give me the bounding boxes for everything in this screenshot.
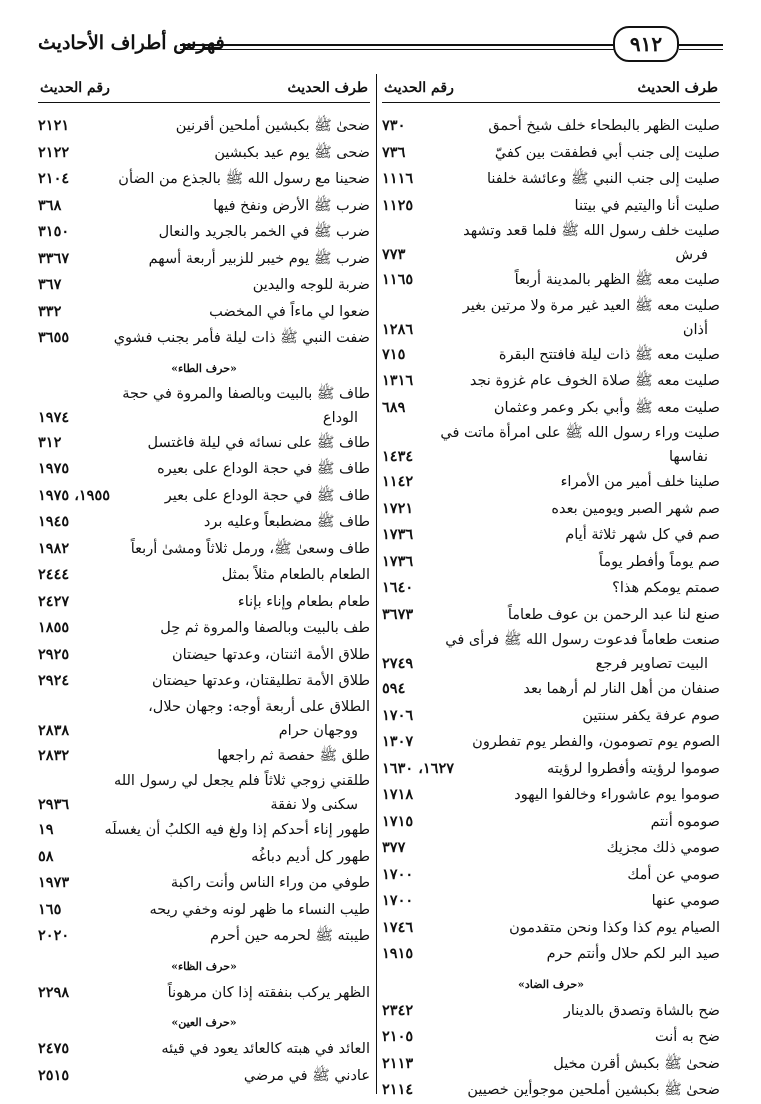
- hadith-text: طلاق الأمة اثنتان، وعدتها حيضتان: [171, 646, 370, 663]
- hadith-text: صليت الظهر بالبطحاء خلف شيخ أحمق: [488, 118, 720, 134]
- hadith-text: طيب النساء ما ظهر لونه وخفي ريحه: [149, 901, 370, 918]
- hadith-text: صومي عنها: [651, 893, 720, 909]
- index-entry: [382, 395, 720, 422]
- index-entry: [382, 522, 720, 549]
- hadith-text: طلق ﷺ حفصة ثم راجعها: [217, 747, 370, 764]
- hadith-number: ١٦٤٠: [382, 579, 414, 596]
- hadith-number: ٢١٠٥: [382, 1028, 414, 1045]
- section-heading: «حرف الطاء»: [171, 361, 237, 375]
- index-entry: [38, 817, 370, 844]
- index-entry: [38, 272, 370, 299]
- index-entry: [38, 668, 370, 695]
- index-entry: [38, 430, 370, 457]
- hadith-number: ١٧٢١: [382, 499, 414, 517]
- hadith-text: طيبته ﷺ لحرمه حين أحرم: [209, 928, 370, 944]
- hadith-text: ضحىٰ ﷺ بكبشين أملحين موجوأين خصيين: [467, 1082, 720, 1098]
- index-entry: [382, 862, 720, 889]
- hadith-text: الطلاق على أربعة أوجه: وجهان حلال،: [148, 698, 370, 715]
- index-entry: [38, 299, 370, 326]
- hadith-text: صوموه أنتم: [650, 813, 720, 830]
- column-header-number: رقم الحديث: [384, 80, 454, 96]
- hadith-text: طلقني زوجي ثلاثاً فلم يجعل لي رسول الله: [113, 773, 370, 789]
- header-rule-right: [679, 44, 723, 50]
- hadith-number: ٢٠٢٠: [38, 927, 70, 944]
- hadith-number: ١١٦٥: [382, 271, 414, 288]
- hadith-number: ٢٤٧٥: [38, 1040, 70, 1057]
- hadith-text: صمتم يومكم هذا؟: [612, 580, 720, 596]
- column-header-number: رقم الحديث: [40, 80, 110, 96]
- hadith-text: عادني ﷺ في مرضي: [243, 1067, 370, 1084]
- index-entry: [382, 703, 720, 730]
- hadith-number: ٣٣٦٧: [38, 249, 70, 267]
- index-entry: [382, 575, 720, 602]
- page-number: ٩١٢: [613, 26, 679, 62]
- hadith-text: صيد البر لكم حلال وأنتم حرم: [546, 946, 720, 962]
- hadith-number: ٢٩٢٥: [38, 645, 70, 663]
- hadith-number: ٢٣٤٢: [382, 1001, 414, 1019]
- hadith-number: ٣٦٧: [38, 276, 62, 293]
- hadith-number: ٦٨٩: [382, 398, 406, 416]
- index-entry: [382, 421, 720, 469]
- index-entry: [382, 368, 720, 395]
- hadith-text: صومي ذلك مجزيك: [606, 840, 720, 856]
- hadith-text: صم يوماً وأفطر يوماً: [598, 553, 720, 570]
- index-entry: [382, 113, 720, 140]
- hadith-number: ٢٩٣٦: [38, 796, 70, 813]
- hadith-number: ٢٤٢٧: [38, 592, 70, 610]
- hadith-number: ١٩٧٥: [38, 460, 70, 477]
- hadith-text: صليت إلى جنب النبي ﷺ وعائشة خلفنا: [487, 171, 720, 187]
- hadith-number: ١٧١٨: [382, 786, 414, 803]
- index-entry: [38, 562, 370, 589]
- index-entry: [382, 496, 720, 523]
- hadith-text: صنفان من أهل النار لم أرهما بعد: [523, 681, 720, 697]
- hadith-number: ٣٦٨: [38, 196, 62, 214]
- index-entry: [382, 809, 720, 836]
- index-entry: [382, 676, 720, 703]
- index-entry: [382, 1077, 720, 1104]
- hadith-text: صوموا لرؤيته وأفطروا لرؤيته: [546, 760, 720, 777]
- index-entry: [38, 589, 370, 616]
- hadith-text: ضحىٰ ﷺ بكبشين أملحين أقرنين: [175, 118, 370, 134]
- hadith-number: ١٤٣٤: [382, 448, 414, 465]
- section-heading: «حرف الظاء»: [171, 959, 237, 973]
- index-entry: [382, 729, 720, 756]
- index-entry: [38, 113, 370, 140]
- index-entry: [38, 870, 370, 897]
- hadith-number: ١١١٦: [382, 170, 414, 187]
- hadith-text: صلينا خلف أمير من الأمراء: [560, 474, 720, 490]
- hadith-text: العائد في هبته كالعائد يعود في قيئه: [161, 1041, 370, 1057]
- hadith-text: صليت معه ﷺ الظهر بالمدينة أربعاً: [514, 272, 720, 288]
- column-header-text: طرف الحديث: [637, 80, 718, 96]
- hadith-number: ١٩٥٥، ١٩٧٥: [38, 486, 111, 504]
- hadith-text-continuation: الوداع: [322, 409, 358, 426]
- hadith-number: ٢٨٣٢: [38, 746, 70, 764]
- hadith-text: صليت إلى جنب أبي فطفقت بين كفيّ: [494, 144, 720, 161]
- header-rule: [180, 44, 621, 50]
- hadith-text: صنعت طعاماً فدعوت رسول الله ﷺ فرأى في: [445, 632, 720, 648]
- hadith-number: ٢٧٤٩: [382, 655, 414, 672]
- index-entry: [382, 469, 720, 496]
- hadith-text: صومي عن أمك: [627, 866, 720, 883]
- hadith-text: ضفت النبي ﷺ ذات ليلة فأمر بجنب فشوي: [113, 330, 370, 346]
- hadith-text: طلاق الأمة تطليقتان، وعدتها حيضتان: [151, 673, 370, 689]
- hadith-number: ٢١٢٢: [38, 143, 70, 161]
- hadith-text: صليت معه ﷺ وأبي بكر وعمر وعثمان: [493, 399, 720, 416]
- hadith-number: ١٧٣٦: [382, 552, 414, 570]
- hadith-text: ضح به أنت: [654, 1029, 720, 1045]
- index-entry: [382, 782, 720, 809]
- hadith-number: ١٢٨٦: [382, 320, 414, 338]
- index-entry: [38, 897, 370, 924]
- hadith-number: ٢١٢١: [38, 117, 70, 134]
- hadith-text: ضربة للوجه واليدين: [252, 277, 370, 293]
- hadith-number: ٢٢٩٨: [38, 983, 70, 1001]
- index-entry: [382, 915, 720, 942]
- index-entry: [38, 325, 370, 352]
- index-entry: [38, 769, 370, 817]
- hadith-text-continuation: نفاسها: [668, 449, 708, 465]
- hadith-text: صليت خلف رسول الله ﷺ فلما قعد وتشهد: [463, 223, 720, 239]
- hadith-number: ١٧٤٦: [382, 918, 414, 936]
- hadith-number: ٣٣٢: [38, 302, 62, 320]
- index-entry: [38, 743, 370, 770]
- hadith-text-continuation: البيت تصاوير فرجع: [595, 656, 708, 672]
- hadith-number: ١٨٥٥: [38, 619, 70, 636]
- hadith-text: طاف ﷺ مضطبعاً وعليه برد: [203, 514, 370, 530]
- hadith-text: صنع لنا عبد الرحمن بن عوف طعاماً: [507, 606, 720, 623]
- hadith-number: ١٧٣٦: [382, 526, 414, 543]
- hadith-text: صليت معه ﷺ العيد غير مرة ولا مرتين بغير: [462, 297, 720, 314]
- index-entry: [382, 756, 720, 783]
- right-column: [382, 74, 720, 1098]
- index-entry: [38, 615, 370, 642]
- index-entry: [38, 509, 370, 536]
- index-entry: [382, 1024, 720, 1051]
- hadith-text: طف بالبيت وبالصفا والمروة ثم حِل: [160, 620, 370, 636]
- hadith-number: ٧٧٣: [382, 246, 406, 263]
- hadith-number: ٧٣٦: [382, 143, 406, 161]
- index-entry: [382, 835, 720, 862]
- index-entry: [38, 695, 370, 743]
- hadith-text: صم في كل شهر ثلاثة أيام: [565, 527, 720, 543]
- index-entry: [382, 193, 720, 220]
- hadith-number: ٢٩٢٤: [38, 672, 70, 689]
- hadith-number: ٥٩٤: [382, 680, 406, 697]
- index-list: [382, 113, 720, 1104]
- index-entry: [38, 1063, 370, 1090]
- hadith-text: ضحى ﷺ يوم عيد بكبشين: [214, 144, 370, 161]
- hadith-number: ٣٦٥٥: [38, 329, 70, 346]
- hadith-text-continuation: سكنى ولا نفقة: [270, 797, 358, 813]
- hadith-text-continuation: فرش: [675, 247, 708, 263]
- hadith-text: الصيام يوم كذا وكذا ونحن متقدمون: [509, 919, 720, 936]
- index-entry: [382, 294, 720, 342]
- index-entry: [382, 628, 720, 676]
- index-entry: [382, 342, 720, 369]
- index-entry: [38, 483, 370, 510]
- hadith-text: طاف ﷺ في حجة الوداع على بعير: [164, 487, 370, 504]
- hadith-text: طاف وسعىٰ ﷺ، ورمل ثلاثاً ومشىٰ أربعاً: [130, 540, 370, 557]
- hadith-text: طوفي من وراء الناس وأنت راكبة: [170, 875, 370, 891]
- hadith-text: طاف ﷺ في حجة الوداع على بعيره: [157, 461, 370, 477]
- hadith-number: ١٧١٥: [382, 812, 414, 830]
- hadith-text: طاف ﷺ بالبيت وبالصفا والمروة في حجة: [122, 385, 370, 402]
- hadith-number: ١٩: [38, 821, 54, 838]
- hadith-number: ١٧٠٦: [382, 706, 414, 724]
- index-entry: [38, 923, 370, 950]
- hadith-text: طعام بطعام وإناء بإناء: [237, 593, 370, 610]
- hadith-number: ٣٦٧٣: [382, 605, 414, 623]
- hadith-number: ١٩٤٥: [38, 513, 70, 530]
- page-header: [20, 28, 741, 68]
- hadith-number: ٢٨٣٨: [38, 721, 70, 739]
- hadith-text: طهور إناء أحدكم إذا ولغ فيه الكلبُ أن يغسلَه: [104, 822, 370, 838]
- hadith-number: ٧٣٠: [382, 117, 406, 134]
- index-entry: [382, 549, 720, 576]
- hadith-text: طهور كل أديم دباغُه: [251, 848, 370, 865]
- hadith-text: ضرب ﷺ يوم خيبر للزبير أربعة أسهم: [148, 250, 370, 267]
- hadith-number: ١٣١٦: [382, 372, 414, 389]
- hadith-text: الصوم يوم تصومون، والفطر يوم تفطرون: [472, 734, 720, 750]
- hadith-number: ٢١١٤: [382, 1081, 414, 1098]
- index-entry: [382, 219, 720, 267]
- hadith-number: ٣١٢: [38, 433, 62, 451]
- hadith-number: ١٩٧٤: [38, 408, 70, 426]
- hadith-number: ١٦٥: [38, 900, 62, 918]
- hadith-text: صليت معه ﷺ صلاة الخوف عام غزوة نجد: [469, 373, 720, 389]
- hadith-number: ٢٤٤٤: [38, 566, 70, 583]
- hadith-text: صوموا يوم عاشوراء وخالفوا اليهود: [514, 787, 720, 803]
- hadith-text: الظهر يركب بنفقته إذا كان مرهوناً: [167, 984, 370, 1001]
- index-entry: [382, 941, 720, 968]
- hadith-text: ضح بالشاة وتصدق بالدينار: [563, 1002, 720, 1019]
- index-entry: [382, 1051, 720, 1078]
- hadith-text: صليت أنا واليتيم في بيتنا: [574, 197, 720, 214]
- hadith-text-continuation: ووجهان حرام: [278, 722, 358, 739]
- column-header: [38, 74, 370, 103]
- hadith-text: ضحىٰ ﷺ بكبش أقرن مخيل: [553, 1055, 720, 1072]
- hadith-number: ١٩٧٣: [38, 874, 70, 891]
- hadith-number: ١٣٠٧: [382, 733, 414, 750]
- section-heading: «حرف الضاد»: [517, 977, 585, 991]
- hadith-text: صم شهر الصبر ويومين بعده: [551, 500, 720, 517]
- hadith-number: ٢١١٣: [382, 1054, 414, 1072]
- index-entry: [382, 602, 720, 629]
- hadith-number: ٧١٥: [382, 345, 406, 363]
- index-list: [38, 113, 370, 1089]
- column-header-text: طرف الحديث: [287, 80, 368, 96]
- index-entry: [38, 166, 370, 193]
- index-entry: [38, 844, 370, 871]
- index-entry: [38, 536, 370, 563]
- left-column: [38, 74, 370, 1094]
- hadith-number: ١٧٠٠: [382, 865, 414, 883]
- hadith-text: الطعام بالطعام مثلاً بمثل: [221, 567, 370, 583]
- hadith-number: ٢٥١٥: [38, 1066, 70, 1084]
- index-entry: [38, 642, 370, 669]
- index-entry: [382, 888, 720, 915]
- index-entry: [38, 140, 370, 167]
- column-divider: [376, 74, 377, 1094]
- index-entry: [38, 246, 370, 273]
- index-entry: [382, 140, 720, 167]
- section-heading: «حرف العين»: [171, 1016, 237, 1029]
- hadith-text-continuation: أذان: [682, 321, 708, 338]
- hadith-text: صليت وراء رسول الله ﷺ على امرأة ماتت في: [440, 425, 720, 441]
- hadith-number: ١٦٢٧، ١٦٣٠: [382, 759, 455, 777]
- column-header: [382, 74, 720, 103]
- page-title: فهرس أطراف الأحاديث: [38, 32, 225, 54]
- hadith-text: طاف ﷺ على نسائه في ليلة فاغتسل: [147, 434, 370, 451]
- hadith-number: ٥٨: [38, 847, 54, 865]
- hadith-text: ضرب ﷺ في الخمر بالجريد والنعال: [158, 224, 370, 240]
- index-entry: [38, 382, 370, 430]
- hadith-text: صوم عرفة يكفر سنتين: [582, 707, 720, 724]
- hadith-text: صليت معه ﷺ ذات ليلة فافتتح البقرة: [498, 346, 720, 363]
- index-entry: [382, 166, 720, 193]
- hadith-number: ٢١٠٤: [38, 170, 70, 187]
- hadith-number: ١١٤٢: [382, 473, 414, 490]
- hadith-number: ٣٧٧: [382, 839, 406, 856]
- index-entry: [382, 998, 720, 1025]
- hadith-number: ١٩١٥: [382, 945, 414, 962]
- hadith-number: ٣١٥٠: [38, 223, 70, 240]
- hadith-text: ضحينا مع رسول الله ﷺ بالجذع من الضأن: [118, 171, 370, 187]
- hadith-text: ضعوا لي ماءاً في المخضب: [209, 303, 370, 320]
- hadith-number: ١٧٠٠: [382, 892, 414, 909]
- index-entry: [38, 193, 370, 220]
- hadith-text: ضرب ﷺ الأرض ونفخ فيها: [213, 197, 370, 214]
- hadith-number: ١١٢٥: [382, 196, 414, 214]
- index-entry: [38, 980, 370, 1007]
- index-entry: [38, 1036, 370, 1063]
- index-entry: [38, 219, 370, 246]
- hadith-number: ١٩٨٢: [38, 539, 70, 557]
- index-entry: [38, 456, 370, 483]
- index-entry: [382, 267, 720, 294]
